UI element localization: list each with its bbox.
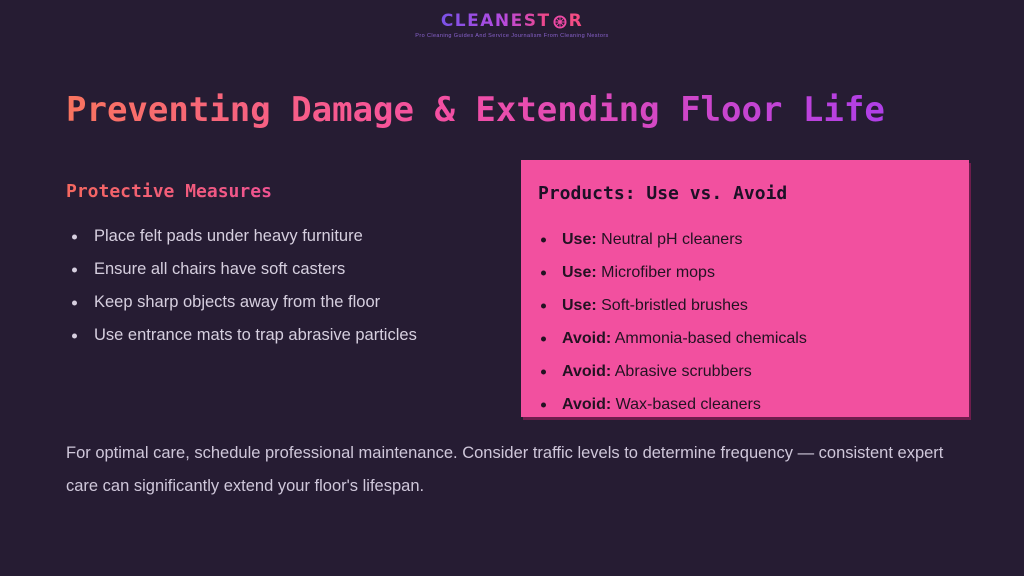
- item-text: Wax-based cleaners: [611, 396, 761, 413]
- list-item: [538, 388, 952, 421]
- item-prefix: Avoid:: [562, 363, 612, 380]
- item-text: Microfiber mops: [596, 264, 715, 281]
- item-prefix: Avoid:: [562, 330, 612, 347]
- products-use-avoid-panel: [521, 160, 969, 417]
- products-list: [538, 223, 952, 421]
- protective-measures-heading: Protective Measures: [66, 181, 506, 203]
- logo-tagline: Pro Cleaning Guides And Service Journalism From Cleaning Nestors: [415, 33, 609, 39]
- item-prefix: Use:: [562, 297, 597, 314]
- footer-note: For optimal care, schedule professional maintenance. Consider traffic levels to determine frequency — consistent expert care can significantly extend your floor's lifespan.: [66, 444, 944, 495]
- protective-measures-list: [66, 220, 506, 352]
- logo-wheel-o-icon: [553, 14, 567, 28]
- item-text: Soft-bristled brushes: [596, 297, 748, 314]
- list-item: Place felt pads under heavy furniture: [66, 220, 506, 253]
- item-text: Abrasive scrubbers: [611, 363, 752, 380]
- list-item: [538, 289, 952, 322]
- logo-text-start: CLEANEST: [440, 11, 551, 31]
- item-prefix: Use:: [562, 264, 597, 281]
- protective-measures-section: [66, 181, 506, 352]
- item-text: Ammonia-based chemicals: [611, 330, 807, 347]
- list-item: [538, 223, 952, 256]
- item-prefix: Avoid:: [562, 396, 612, 413]
- item-text: Neutral pH cleaners: [596, 231, 743, 248]
- list-item: Ensure all chairs have soft casters: [66, 253, 506, 286]
- list-item: [538, 355, 952, 388]
- page-title: Preventing Damage & Extending Floor Life: [66, 87, 885, 133]
- list-item: [538, 256, 952, 289]
- products-panel-heading: Products: Use vs. Avoid: [538, 183, 788, 204]
- list-item: Keep sharp objects away from the floor: [66, 286, 506, 319]
- logo-text-end: R: [568, 11, 584, 31]
- site-header: [0, 11, 1024, 39]
- item-prefix: Use:: [562, 231, 597, 248]
- list-item: Use entrance mats to trap abrasive particles: [66, 319, 506, 352]
- cleanestor-logo: [441, 11, 583, 31]
- list-item: [538, 322, 952, 355]
